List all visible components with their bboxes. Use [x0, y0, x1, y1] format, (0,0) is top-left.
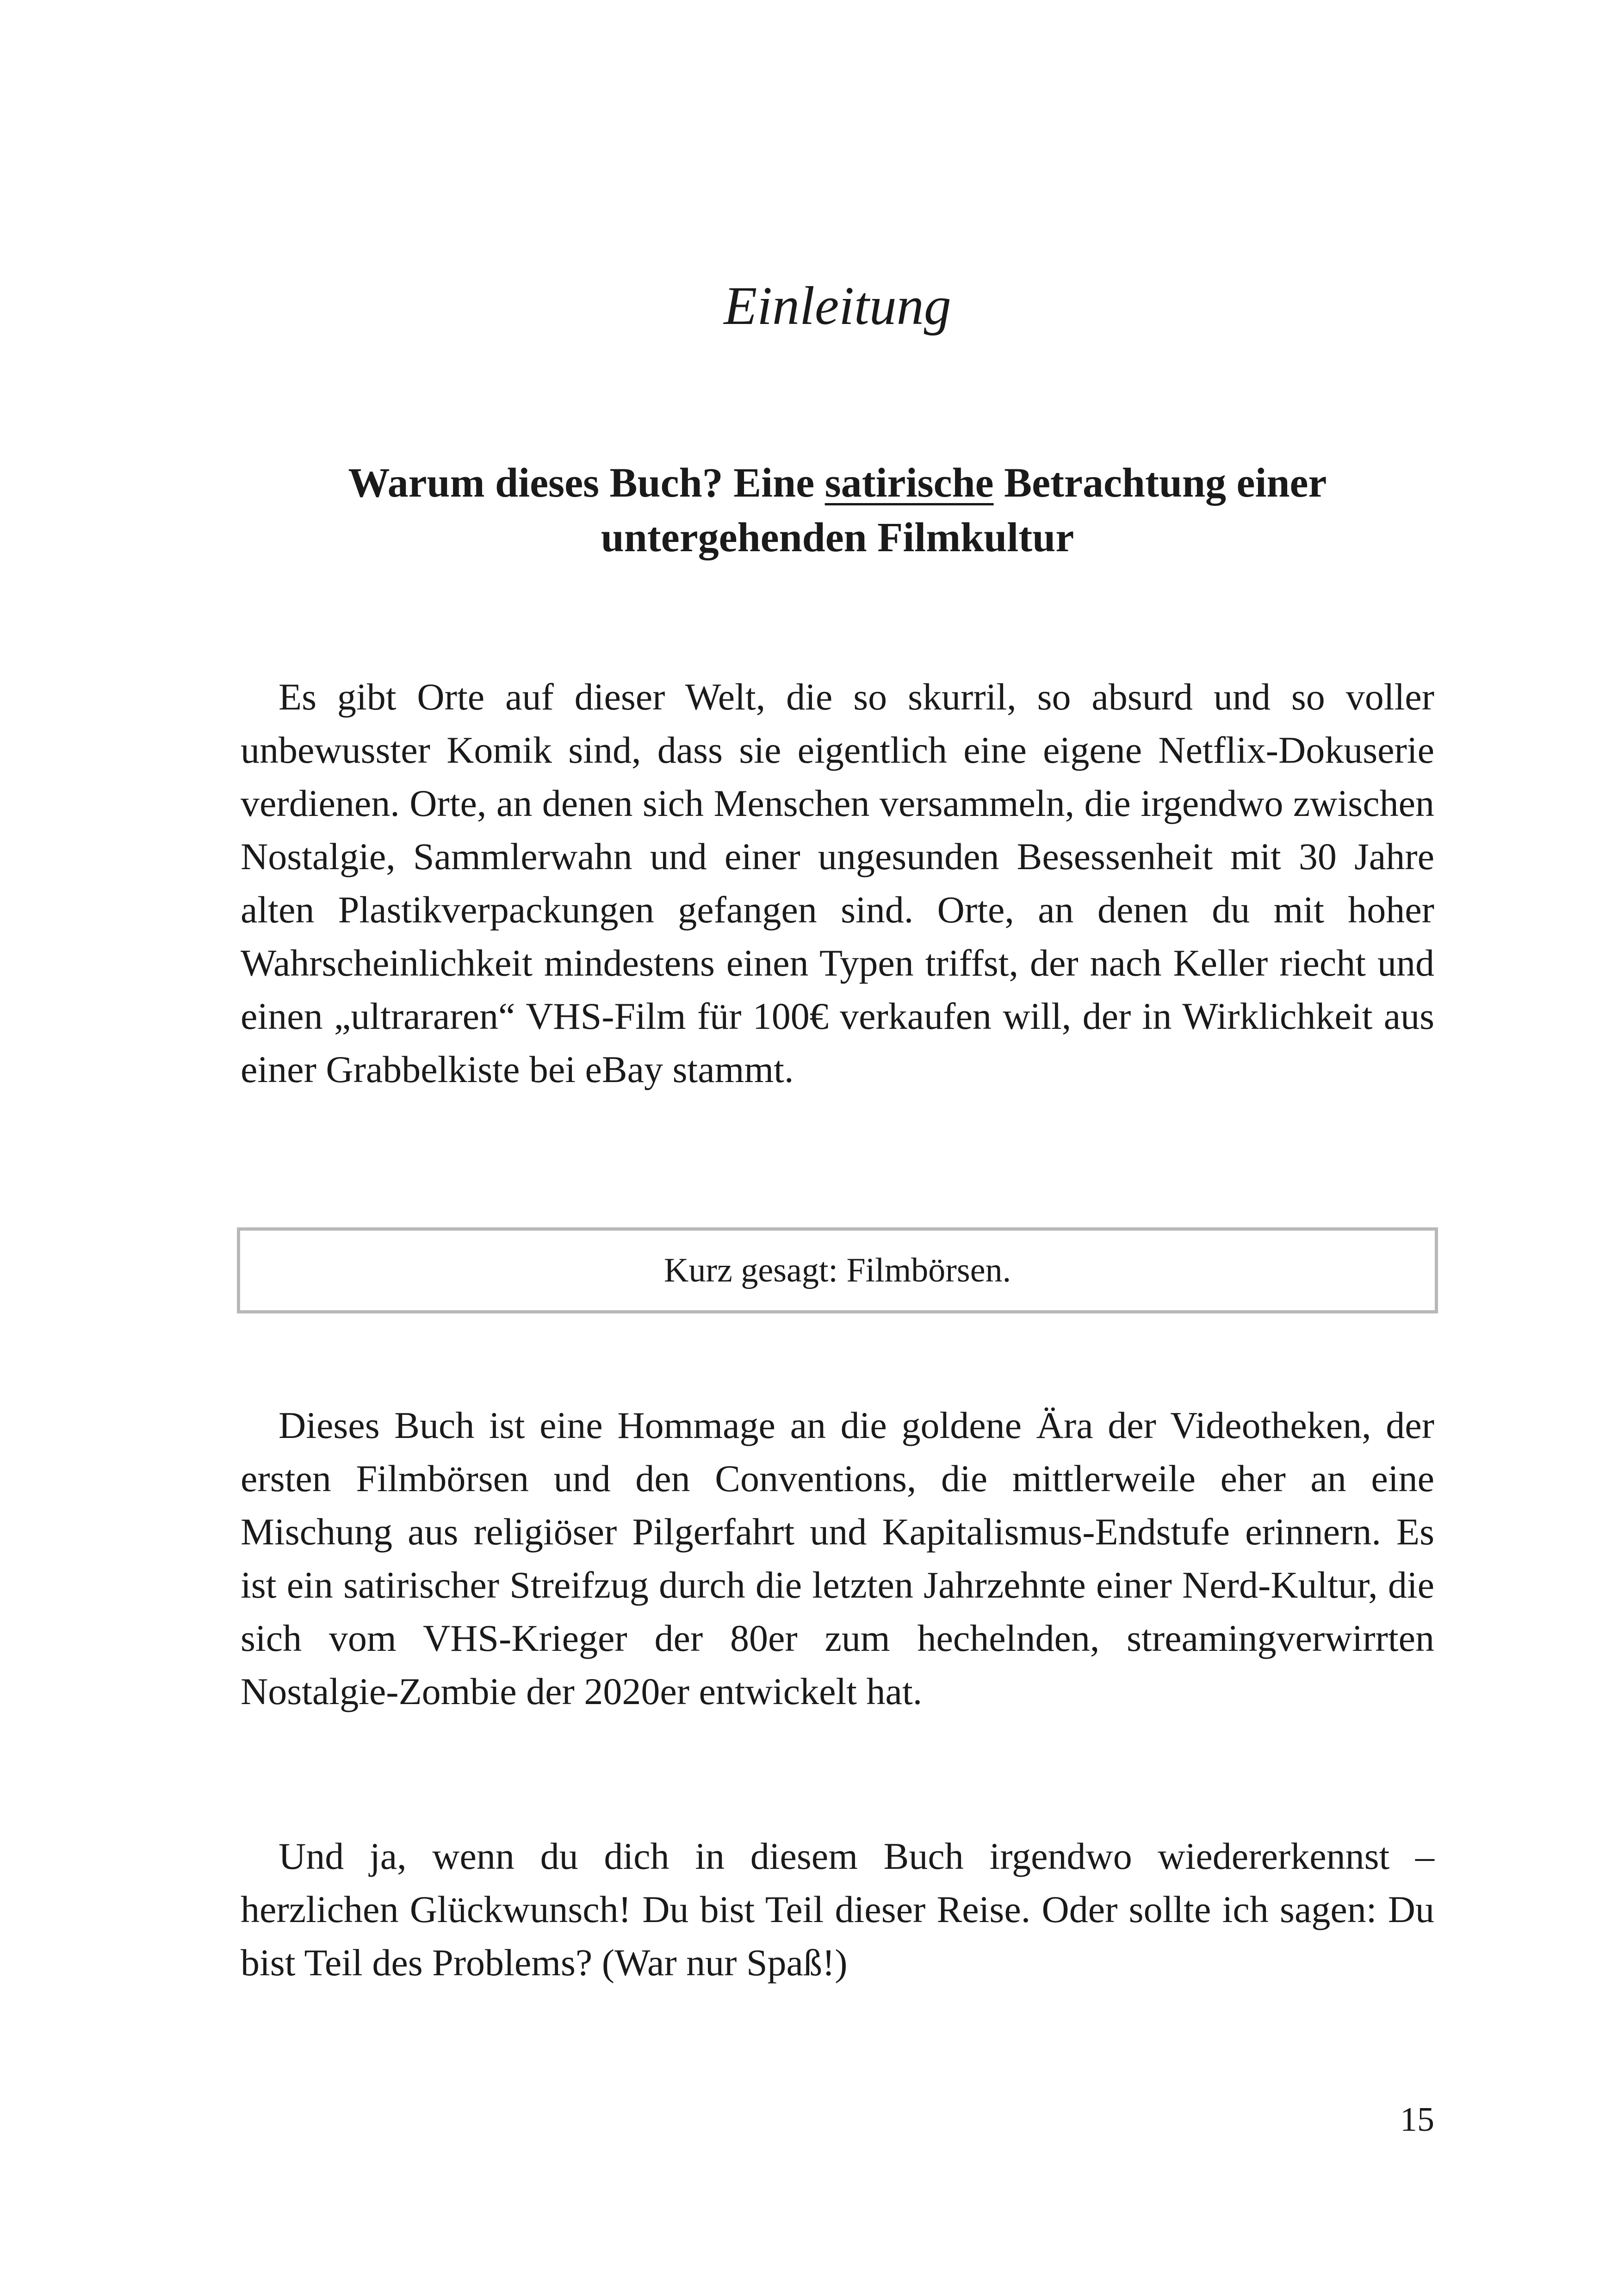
callout-text: Kurz gesagt: Filmbörsen. [663, 1251, 1011, 1289]
page-number: 15 [1400, 2101, 1434, 2139]
body-paragraph-2: Dieses Buch ist eine Hommage an die goldene Ära der Videotheken, der ersten Filmbörsen und den Conventions, die mittlerweile eher an eine Mischung aus religiöser Pilgerfahrt und Kapitalismus-Endstufe erinnern. Es ist ein satirischer Streifzug durch die letzten Jahrzehnte einer Nerd-Kultur, die sich vom VHS-Krieger der 80er zum hechelnden, streamingverwirrten Nostalgie-Zombie der 2020er entwickelt hat. [241, 1404, 1434, 1712]
section-heading [241, 456, 1434, 565]
section-heading-part-2: Betrachtung einer untergehenden Filmkultur [601, 460, 1327, 560]
body-paragraph-3: Und ja, wenn du dich in diesem Buch irgendwo wiedererkennst – herzlichen Glückwunsch! Du bist Teil dieser Reise. Oder sollte ich sagen: Du bist Teil des Problems? (War nur Spaß!) [241, 1835, 1434, 1984]
section-heading-underlined-word: satirische [824, 460, 994, 506]
body-paragraph-1: Es gibt Orte auf dieser Welt, die so skurril, so absurd und so voller unbewusster Komik sind, dass sie eigentlich eine eigene Netflix-Dokuserie verdienen. Orte, an denen sich Menschen versammeln, die irgendwo zwischen Nostalgie, Sammlerwahn und einer ungesunden Besessenheit mit 30 Jahre alten Plastikverpackungen gefangen sind. Orte, an denen du mit hoher Wahrscheinlichkeit mindestens einen Typen triffst, der nach Keller riecht und einen „ultrararen“ VHS-Film für 100€ verkaufen will, der in Wirklichkeit aus einer Grabbelkiste bei eBay stammt. [241, 676, 1434, 1090]
section-heading-part-1: Warum dieses Buch? Eine [348, 460, 825, 506]
chapter-title: Einleitung [724, 275, 951, 336]
callout-box [237, 1227, 1438, 1313]
